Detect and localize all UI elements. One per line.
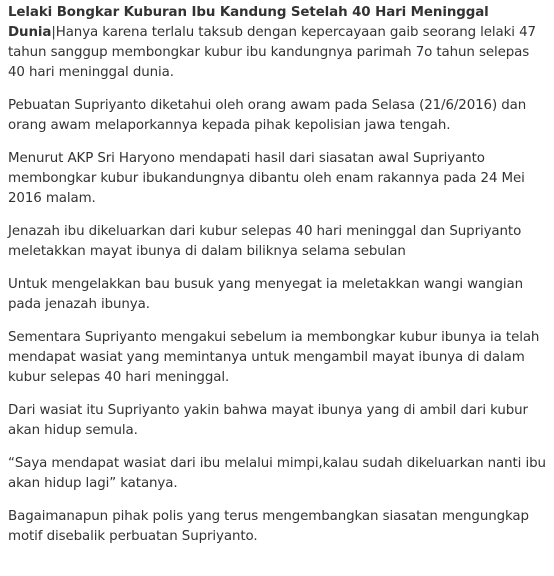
paragraph-8: Bagaimanapun pihak polis yang terus mengembangkan siasatan mengungkap motif disebalik perbuatan Supriyanto. <box>8 509 529 544</box>
paragraph-4: Untuk mengelakkan bau busuk yang menyegat ia meletakkan wangi wangian pada jenazah ibunya. <box>8 277 524 312</box>
headline-separator: | <box>51 25 56 40</box>
lead-paragraph <box>8 3 546 83</box>
paragraph-3: Jenazah ibu dikeluarkan dari kubur selepas 40 hari meninggal dan Supriyanto meletakkan mayat ibunya di dalam biliknya selama sebulan <box>8 224 522 259</box>
article-headline: Lelaki Bongkar Kuburan Ibu Kandung Setelah 40 Hari Meninggal Dunia <box>8 5 489 40</box>
paragraph-6: Dari wasiat itu Supriyanto yakin bahwa mayat ibunya yang di ambil dari kubur akan hidup semula. <box>8 403 528 438</box>
lead-text: Hanya karena terlalu taksub dengan kepercayaan gaib seorang lelaki 47 tahun sanggup membongkar kubur ibu kandungnya parimah 7o tahun selepas 40 hari meninggal dunia. <box>8 25 536 80</box>
paragraph-1: Pebuatan Supriyanto diketahui oleh orang awam pada Selasa (21/6/2016) dan orang awam melaporkannya kepada pihak kepolisian jawa tengah. <box>8 98 527 133</box>
paragraph-7: “Saya mendapat wasiat dari ibu melalui mimpi,kalau sudah dikeluarkan nanti ibu akan hidup lagi” katanya. <box>8 456 546 491</box>
paragraph-2: Menurut AKP Sri Haryono mendapati hasil dari siasatan awal Supriyanto membongkar kubur ibukandungnya dibantu oleh enam rakannya pada 24 Mei 2016 malam. <box>8 151 525 206</box>
paragraph-5: Sementara Supriyanto mengakui sebelum ia membongkar kubur ibunya ia telah mendapat wasiat yang memintanya untuk mengambil mayat ibunya di dalam kubur selepas 40 hari meninggal. <box>8 330 540 385</box>
